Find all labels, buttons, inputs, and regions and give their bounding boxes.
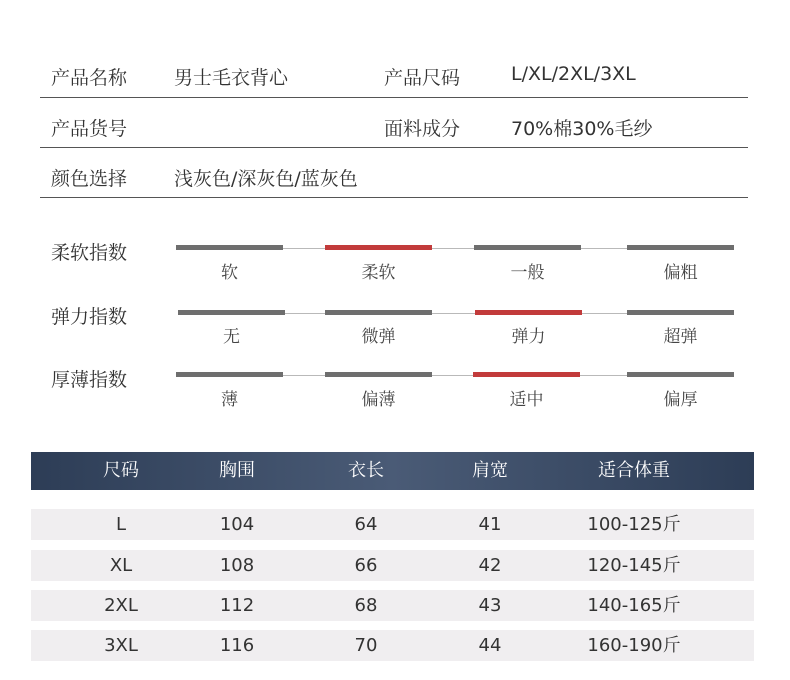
cell-shoulder: 43 <box>478 595 502 616</box>
index-segment <box>176 372 283 377</box>
cell-length: 66 <box>354 555 378 576</box>
table-header <box>31 452 754 490</box>
index-segment <box>627 372 734 377</box>
index-segment <box>325 310 432 315</box>
color-label: 颜色选择 <box>51 168 128 190</box>
product-size-value: L/XL/2XL/3XL <box>511 63 636 85</box>
index-option: 无 <box>223 327 240 347</box>
divider <box>40 97 748 98</box>
index-option: 偏粗 <box>663 263 698 283</box>
index-option: 偏薄 <box>361 390 396 410</box>
cell-weight: 120-145斤 <box>587 555 681 576</box>
header-length: 衣长 <box>348 460 384 481</box>
index-segment <box>176 245 283 250</box>
header-weight: 适合体重 <box>598 460 670 481</box>
table-row <box>31 630 754 661</box>
index-segment <box>474 245 581 250</box>
table-row <box>31 550 754 581</box>
cell-size: 3XL <box>104 635 138 656</box>
index-segment-selected <box>475 310 582 315</box>
cell-size: 2XL <box>104 595 138 616</box>
index-option: 微弹 <box>361 327 396 347</box>
cell-weight: 100-125斤 <box>587 514 681 535</box>
cell-length: 64 <box>354 514 378 535</box>
index-segment-selected <box>473 372 580 377</box>
index-segment <box>178 310 285 315</box>
divider <box>40 197 748 198</box>
index-segment-selected <box>325 245 432 250</box>
cell-chest: 104 <box>219 514 255 535</box>
index-option: 软 <box>221 263 238 283</box>
index-segment <box>325 372 432 377</box>
cell-shoulder: 44 <box>478 635 502 656</box>
cell-length: 68 <box>354 595 378 616</box>
divider <box>40 147 748 148</box>
product-name-value: 男士毛衣背心 <box>174 67 289 89</box>
index-segment <box>627 245 734 250</box>
fabric-label: 面料成分 <box>384 118 461 140</box>
index-option: 柔软 <box>361 263 396 283</box>
index-option: 弹力 <box>511 327 546 347</box>
index-segment <box>627 310 734 315</box>
cell-weight: 140-165斤 <box>587 595 681 616</box>
header-chest: 胸围 <box>219 460 255 481</box>
cell-chest: 116 <box>219 635 255 656</box>
index-option: 超弹 <box>663 327 698 347</box>
fabric-value: 70%棉30%毛纱 <box>511 118 653 140</box>
cell-size: L <box>115 514 127 535</box>
cell-length: 70 <box>354 635 378 656</box>
cell-chest: 112 <box>219 595 255 616</box>
color-value: 浅灰色/深灰色/蓝灰色 <box>174 168 358 190</box>
index-title: 柔软指数 <box>51 242 128 264</box>
index-option: 薄 <box>221 390 238 410</box>
product-size-label: 产品尺码 <box>384 67 461 89</box>
index-option: 适中 <box>509 390 544 410</box>
cell-chest: 108 <box>219 555 255 576</box>
cell-size: XL <box>109 555 133 576</box>
table-row <box>31 509 754 540</box>
index-option: 一般 <box>510 263 545 283</box>
index-title: 厚薄指数 <box>51 369 128 391</box>
cell-shoulder: 42 <box>478 555 502 576</box>
product-name-label: 产品名称 <box>51 67 128 89</box>
table-row <box>31 590 754 621</box>
header-shoulder: 肩宽 <box>472 460 508 481</box>
index-title: 弹力指数 <box>51 306 128 328</box>
cell-weight: 160-190斤 <box>587 635 681 656</box>
index-option: 偏厚 <box>663 390 698 410</box>
header-size: 尺码 <box>103 460 139 481</box>
cell-shoulder: 41 <box>478 514 502 535</box>
product-sku-label: 产品货号 <box>51 118 128 140</box>
